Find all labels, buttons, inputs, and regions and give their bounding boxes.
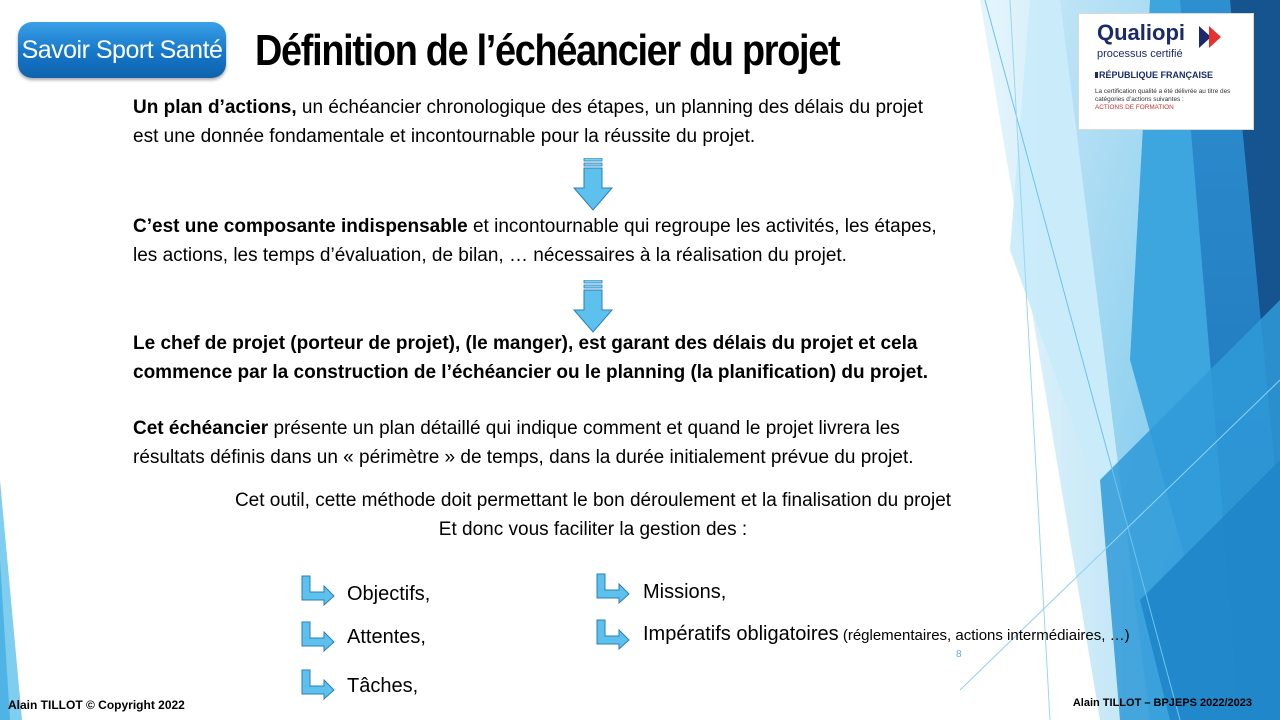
certification-note-text: La certification qualité a été délivrée au titre des catégories d’actions suivantes : (1095, 88, 1231, 103)
list-item-taches: Tâches, (347, 675, 419, 697)
list-item-attentes: Attentes, (347, 626, 426, 648)
certification-category: ACTIONS DE FORMATION (1095, 104, 1174, 111)
paragraph-5-line2: Et donc vous faciliter la gestion des : (438, 519, 748, 540)
paragraph-plan-actions (133, 93, 923, 151)
footer-copyright: Alain TILLOT © Copyright 2022 (8, 698, 185, 712)
paragraph-3-line2: commence par la construction de l’échéancier ou le planning (la planification) du projet. (133, 362, 928, 383)
list-item-imperatifs-label: Impératifs obligatoires (643, 623, 839, 645)
paragraph-chef-de-projet (133, 329, 928, 387)
certification-note (1095, 88, 1245, 112)
bent-arrow-icon (595, 572, 631, 604)
down-arrow-icon (572, 280, 614, 334)
paragraph-1-bold: Un plan d’actions, (133, 97, 297, 118)
paragraph-4-line2: résultats définis dans un « périmètre » de temps, dans la durée initialement prévue du projet. (133, 447, 914, 468)
paragraph-2-bold: C’est une composante indispensable (133, 216, 468, 237)
bent-arrow-icon (300, 574, 336, 606)
paragraph-composante (133, 212, 937, 270)
bent-arrow-icon (595, 618, 631, 650)
list-item-objectifs: Objectifs, (347, 583, 431, 605)
page-number: 8 (956, 649, 962, 660)
french-flag-icon (1095, 72, 1098, 78)
list-item-imperatifs-note: (réglementaires, actions intermédiaires, …) (838, 627, 1130, 644)
paragraph-2-line2: les actions, les temps d’évaluation, de bilan, … nécessaires à la réalisation du projet. (133, 245, 847, 266)
qualiopi-arrows-icon (1199, 26, 1239, 48)
paragraph-1-line1: un échéancier chronologique des étapes, un planning des délais du projet (296, 97, 924, 118)
qualiopi-certification-badge (1078, 13, 1254, 130)
paragraph-echeancier (133, 414, 914, 472)
paragraph-3-line1: Le chef de projet (porteur de projet), (le manger), est garant des délais du projet et cela (133, 333, 918, 354)
qualiopi-wordmark: Qualiopi (1097, 20, 1185, 45)
bent-arrow-icon (300, 668, 336, 700)
paragraph-2-line1: et incontournable qui regroupe les activités, les étapes, (467, 216, 937, 237)
bent-arrow-icon (300, 620, 336, 652)
republique-francaise-label: RÉPUBLIQUE FRANÇAISE (1099, 70, 1214, 80)
slide-title: Définition de l’échéancier du projet (255, 26, 840, 75)
list-item-imperatifs (643, 623, 1130, 646)
paragraph-outil (133, 486, 1053, 544)
paragraph-4-bold: Cet échéancier (133, 418, 269, 439)
list-item-missions: Missions, (643, 581, 727, 603)
logo-text: Savoir Sport Santé (21, 36, 223, 64)
paragraph-5-line1: Cet outil, cette méthode doit permettant le bon déroulement et la finalisation du projet (234, 490, 952, 511)
qualiopi-tagline: processus certifié (1097, 48, 1183, 60)
paragraph-4-line1: présente un plan détaillé qui indique comment et quand le projet livrera les (268, 418, 900, 439)
footer-course: Alain TILLOT – BPJEPS 2022/2023 (1072, 697, 1252, 709)
down-arrow-icon (572, 158, 614, 212)
paragraph-1-line2: est une donnée fondamentale et incontournable pour la réussite du projet. (133, 126, 756, 147)
savoir-sport-sante-logo (18, 22, 226, 78)
